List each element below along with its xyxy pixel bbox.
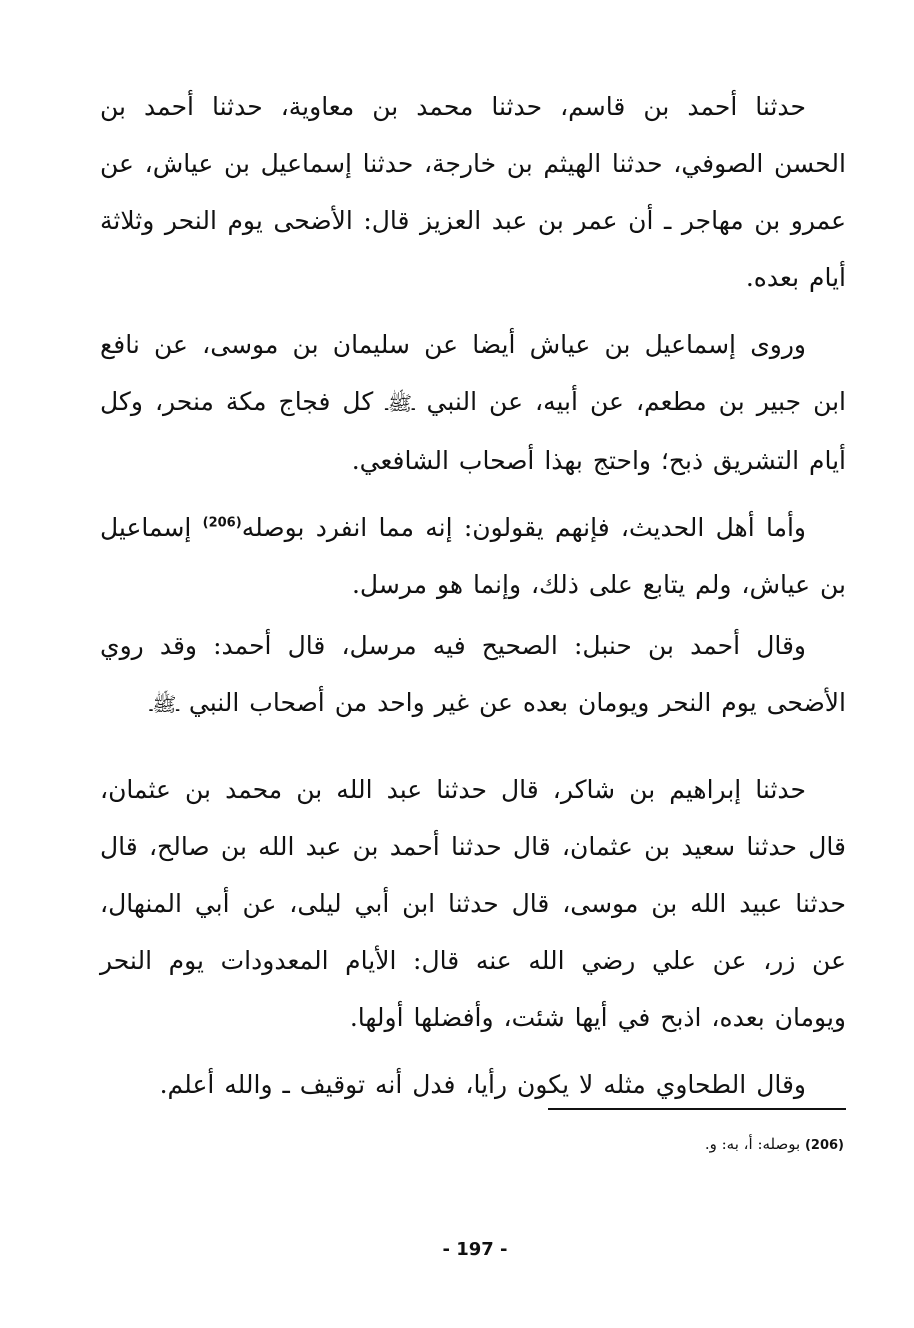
paragraph-6: وقال الطحاوي مثله لا يكون رأيا، فدل أنه توقيف ـ والله أعلم. <box>159 1070 806 1099</box>
pbuh-honorific-2: ـﷺـ <box>149 692 179 716</box>
page-number: - 197 - <box>442 1239 508 1260</box>
pbuh-honorific: ـﷺـ <box>385 391 415 415</box>
paragraph-3-part-1: وأما أهل الحديث، فإنهم يقولون: إنه مما انفرد بوصله <box>241 513 806 542</box>
footnote <box>400 1132 844 1158</box>
footnote-number: (206) <box>804 1138 844 1153</box>
paragraph-2-part-2: كل فجاج مكة منحر، وكل أيام التشريق ذبح؛ واحتج بهذا أصحاب الشافعي. <box>100 387 846 475</box>
paragraph-5: حدثنا إبراهيم بن شاكر، قال حدثنا عبد الله بن محمد بن عثمان، قال حدثنا سعيد بن عثمان، قال حدثنا أحمد بن عبد الله بن صالح، قال حدثنا عبيد الله بن موسى، قال حدثنا ابن أبي ليلى، عن أبي المنهال، عن زر، عن علي رضي الله عنه قال: الأيام المعدودات يوم النحر ويومان بعده، اذبح في أيها شئت، وأفضلها أولها. <box>100 775 846 1032</box>
footnote-reference: (206) <box>202 515 242 531</box>
footnote-divider <box>548 1108 846 1110</box>
paragraph-3-part-2: إسماعيل بن عياش، ولم يتابع على ذلك، وإنما هو مرسل. <box>100 513 846 599</box>
paragraph-4 <box>100 617 846 733</box>
paragraph-1: حدثنا أحمد بن قاسم، حدثنا محمد بن معاوية، حدثنا أحمد بن الحسن الصوفي، حدثنا الهيثم بن خارجة، حدثنا إسماعيل بن عياش، عن عمرو بن مهاجر ـ أن عمر بن عبد العزيز قال: الأضحى يوم النحر وثلاثة أيام بعده. <box>100 92 846 292</box>
paragraph-2 <box>100 316 846 489</box>
paragraph-3 <box>100 499 846 613</box>
main-text <box>100 78 846 1123</box>
paragraph-2-part-1: وروى إسماعيل بن عياش أيضا عن سليمان بن موسى، عن نافع ابن جبير بن مطعم، عن أبيه، عن النبي <box>100 330 846 416</box>
paragraph-4-text: وقال أحمد بن حنبل: الصحيح فيه مرسل، قال أحمد: وقد روي الأضحى يوم النحر ويومان بعده عن غير واحد من أصحاب النبي <box>100 631 846 717</box>
footnote-text: بوصله: أ، به: و. <box>704 1135 801 1153</box>
